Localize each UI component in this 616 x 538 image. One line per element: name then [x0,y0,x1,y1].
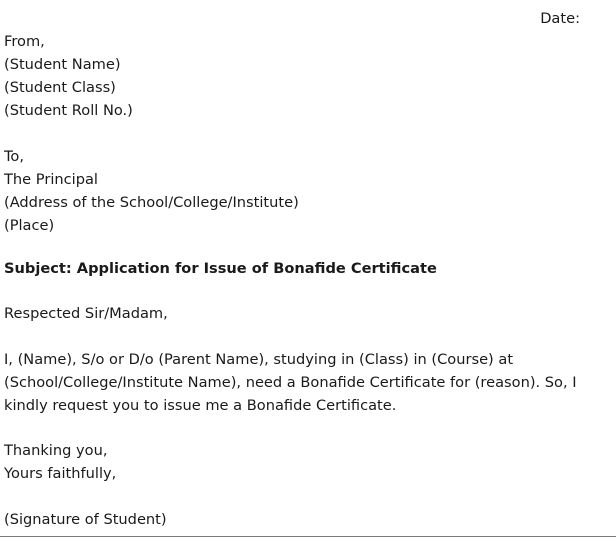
closing-yours: Yours faithfully, [4,465,117,482]
letter-body [4,348,577,417]
bottom-divider [0,536,616,537]
subject-line: Subject: Application for Issue of Bonafide Certificate [4,260,437,277]
from-heading: From, [4,33,45,50]
salutation: Respected Sir/Madam, [4,305,168,322]
to-block [4,145,299,237]
body-line: I, (Name), S/o or D/o (Parent Name), studying in (Class) in (Course) at [4,351,514,368]
to-heading: To, [4,148,25,165]
date-label: Date: [540,10,580,27]
student-class: (Student Class) [4,79,116,96]
student-name: (Student Name) [4,56,121,73]
body-line: kindly request you to issue me a Bonafide Certificate. [4,397,397,414]
recipient-place: (Place) [4,217,55,234]
body-line: (School/College/Institute Name), need a Bonafide Certificate for (reason). So, I [4,374,577,391]
recipient-address: (Address of the School/College/Institute) [4,194,299,211]
closing-thanks: Thanking you, [4,442,108,459]
from-block [4,30,133,122]
signature-line: (Signature of Student) [4,511,167,528]
student-roll-no: (Student Roll No.) [4,102,133,119]
closing-block [4,439,116,485]
recipient-title: The Principal [4,171,98,188]
